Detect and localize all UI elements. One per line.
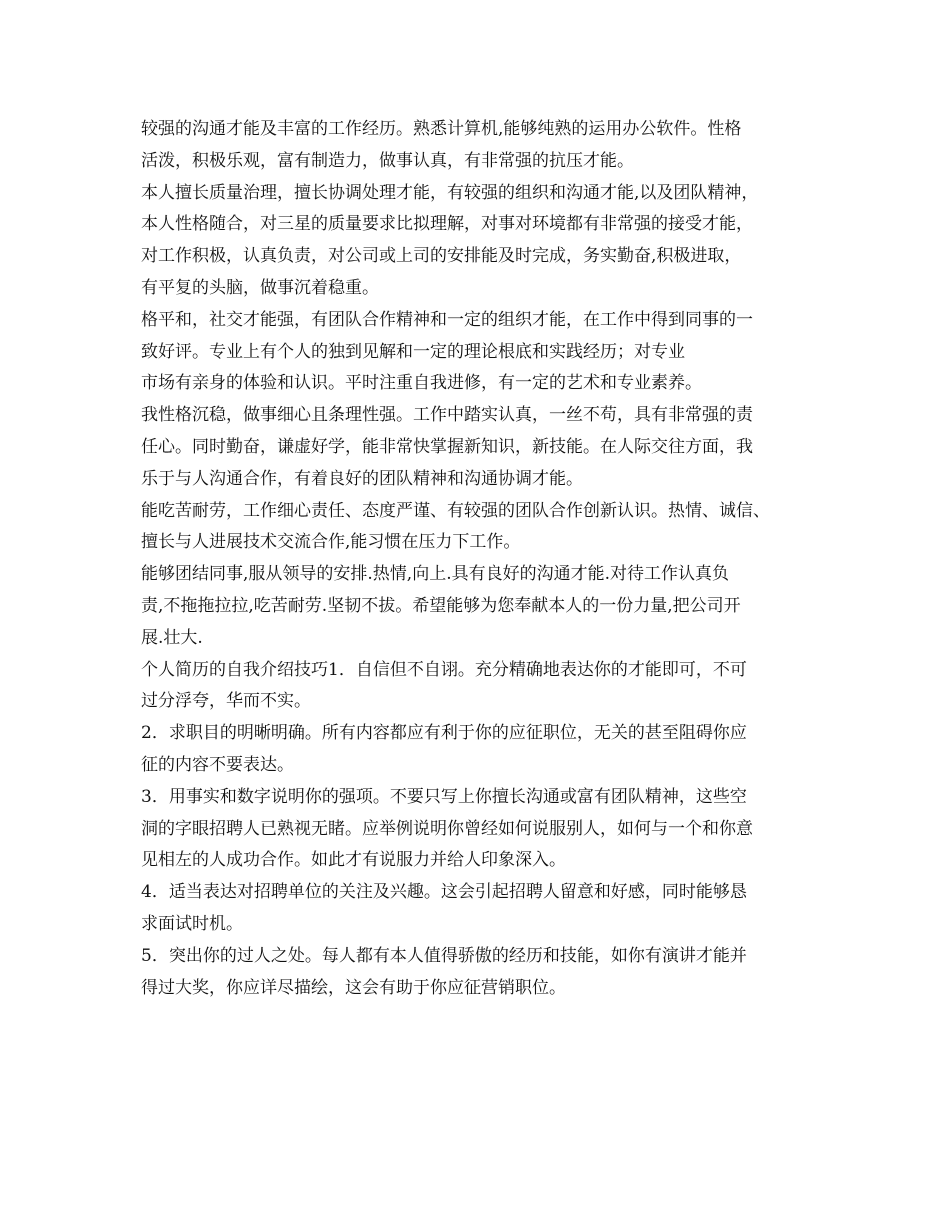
text-line: 对工作积极，认真负责，对公司或上司的安排能及时完成，务实勤奋,积极进取， <box>141 246 742 267</box>
text-line: 擅长与人进展技术交流合作,能习惯在压力下工作。 <box>141 532 521 553</box>
text-line: 洞的字眼招聘人已熟视无睹。应举例说明你曾经如何说服别人，如何与一个和你意 <box>141 818 753 839</box>
text-line: 2．求职目的明晰明确。所有内容都应有利于你的应征职位，无关的甚至阻碍你应 <box>141 723 747 744</box>
text-line: 我性格沉稳，做事细心且条理性强。工作中踏实认真，一丝不苟，具有非常强的责 <box>141 405 753 426</box>
body-text <box>141 114 821 1004</box>
text-line: 责,不拖拖拉拉,吃苦耐劳.坚韧不拔。希望能够为您奉献本人的一份力量,把公司开 <box>141 595 741 616</box>
text-line: 4．适当表达对招聘单位的关注及兴趣。这会引起招聘人留意和好感，同时能够恳 <box>141 882 747 903</box>
text-line: 能吃苦耐劳，工作细心责任、态度严谨、有较强的团队合作创新认识。热情、诚信、 <box>141 500 770 521</box>
text-line: 3．用事实和数字说明你的强项。不要只写上你擅长沟通或富有团队精神，这些空 <box>141 786 747 807</box>
text-line: 格平和，社交才能强，有团队合作精神和一定的组织才能，在工作中得到同事的一 <box>141 309 753 330</box>
text-line: 本人性格随合，对三星的质量要求比拟理解，对事对环境都有非常强的接受才能， <box>141 214 753 235</box>
text-line: 乐于与人沟通合作，有着良好的团队精神和沟通协调才能。 <box>141 468 583 489</box>
text-line: 能够团结同事,服从领导的安排.热情,向上.具有良好的沟通才能.对待工作认真负 <box>141 564 730 585</box>
text-line: 5．突出你的过人之处。每人都有本人值得骄傲的经历和技能，如你有演讲才能并 <box>141 945 747 966</box>
text-line: 见相左的人成功合作。如此才有说服力并给人印象深入。 <box>141 850 566 871</box>
text-line: 致好评。专业上有个人的独到见解和一定的理论根底和实践经历；对专业 <box>141 341 685 362</box>
text-line: 得过大奖，你应详尽描绘，这会有助于你应征营销职位。 <box>141 977 566 998</box>
text-line: 个人简历的自我介绍技巧1．自信但不自诩。充分精确地表达你的才能即可，不可 <box>141 659 747 680</box>
text-line: 任心。同时勤奋，谦虚好学，能非常快掌握新知识，新技能。在人际交往方面，我 <box>141 436 753 457</box>
text-line: 活泼，积极乐观，富有制造力，做事认真，有非常强的抗压才能。 <box>141 150 634 171</box>
text-line: 较强的沟通才能及丰富的工作经历。熟悉计算机,能够纯熟的运用办公软件。性格 <box>141 119 742 139</box>
text-line: 市场有亲身的体验和认识。平时注重自我进修，有一定的艺术和专业素养。 <box>141 373 702 394</box>
text-line: 有平复的头脑，做事沉着稳重。 <box>141 277 379 298</box>
text-line: 过分浮夸，华而不实。 <box>141 691 311 712</box>
text-line: 本人擅长质量治理，擅长协调处理才能，有较强的组织和沟通才能,以及团队精神， <box>141 182 759 203</box>
text-line: 求面试时机。 <box>141 913 243 934</box>
text-line: 征的内容不要表达。 <box>141 754 294 775</box>
text-line: 展.壮大. <box>141 627 203 648</box>
